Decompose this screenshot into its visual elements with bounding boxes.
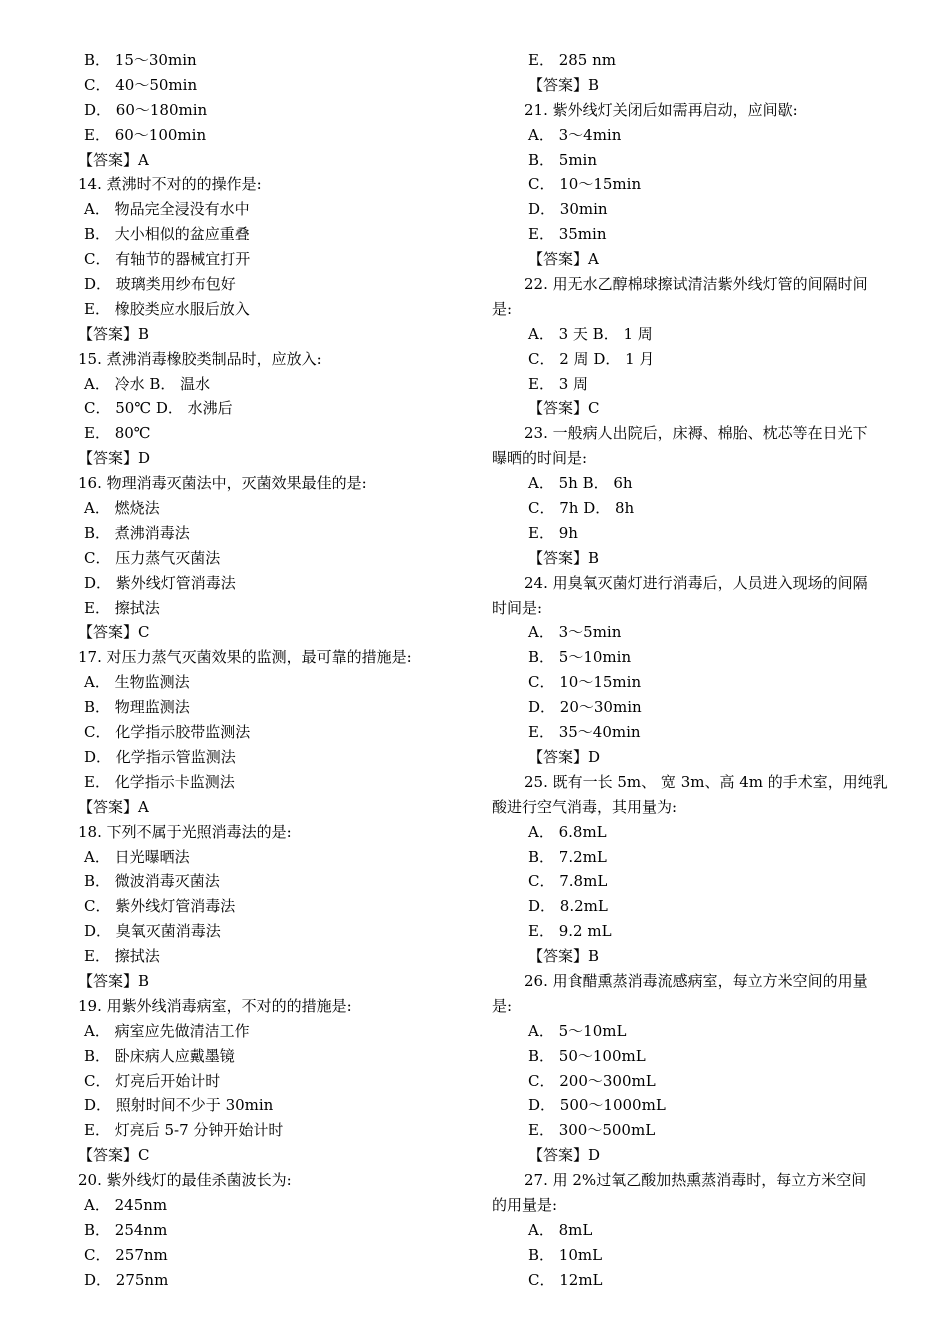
question-text: 14. 煮沸时不对的的操作是: bbox=[78, 175, 262, 194]
option-line: E． 60～100min bbox=[84, 125, 207, 144]
answer-line: 【答案】B bbox=[528, 548, 600, 567]
option-line: C． 200～300mL bbox=[528, 1071, 656, 1090]
question-text: 19. 用紫外线消毒病室，不对的的措施是: bbox=[78, 996, 352, 1015]
question-text: 26. 用食醋熏蒸消毒流感病室，每立方米空间的用量 bbox=[524, 971, 868, 990]
answer-line: 【答案】B bbox=[78, 971, 150, 990]
option-line: A． 生物监测法 bbox=[84, 673, 190, 692]
option-line: A． 6.8mL bbox=[528, 822, 607, 841]
option-line: D． 化学指示管监测法 bbox=[84, 747, 236, 766]
option-line: B． 煮沸消毒法 bbox=[84, 523, 190, 542]
option-line: A． 冷水 B． 温水 bbox=[84, 374, 211, 393]
option-line: A． 3～4min bbox=[528, 125, 622, 144]
option-line: A． 5h B． 6h bbox=[528, 474, 633, 493]
question-text: 16. 物理消毒灭菌法中，灭菌效果最佳的是: bbox=[78, 474, 367, 493]
question-text-continued: 酸进行空气消毒，其用量为: bbox=[492, 797, 678, 816]
question-text: 17. 对压力蒸气灭菌效果的监测，最可靠的措施是: bbox=[78, 648, 412, 667]
right-column bbox=[492, 48, 906, 1293]
option-line: C． 10～15min bbox=[528, 673, 642, 692]
option-line: B． 5～10min bbox=[528, 648, 632, 667]
option-line: B． 15～30min bbox=[84, 51, 197, 69]
answer-line: 【答案】A bbox=[78, 150, 149, 169]
answer-line: 【答案】C bbox=[528, 399, 600, 418]
answer-line: 【答案】C bbox=[78, 1146, 150, 1165]
answer-line: 【答案】B bbox=[528, 75, 600, 94]
option-line: C． 12mL bbox=[528, 1270, 603, 1289]
question-text: 22. 用无水乙醇棉球擦试清洁紫外线灯管的间隔时间 bbox=[524, 275, 868, 294]
answer-line: 【答案】D bbox=[528, 1146, 601, 1165]
option-line: C． 257nm bbox=[84, 1245, 168, 1264]
question-text: 21. 紫外线灯关闭后如需再启动，应间歇: bbox=[524, 100, 798, 119]
answer-line: 【答案】C bbox=[78, 623, 150, 642]
option-line: E． 化学指示卡监测法 bbox=[84, 772, 235, 791]
option-line: E． 9.2 mL bbox=[528, 922, 612, 941]
answer-line: 【答案】A bbox=[528, 250, 599, 269]
option-line: E． 80℃ bbox=[84, 424, 151, 443]
option-line: A． 物品完全浸没有水中 bbox=[84, 200, 250, 219]
option-line: E． 擦拭法 bbox=[84, 947, 160, 966]
option-line: D． 紫外线灯管消毒法 bbox=[84, 573, 236, 592]
left-column bbox=[78, 48, 480, 1293]
option-line: C． 紫外线灯管消毒法 bbox=[84, 897, 236, 916]
option-line: A． 病室应先做清洁工作 bbox=[84, 1021, 250, 1040]
question-text: 15. 煮沸消毒橡胶类制品时，应放入: bbox=[78, 349, 322, 368]
option-line: C． 7.8mL bbox=[528, 872, 608, 891]
option-line: C． 50℃ D． 水沸后 bbox=[84, 399, 233, 418]
option-line: D． 30min bbox=[528, 200, 608, 219]
option-line: D． 臭氧灭菌消毒法 bbox=[84, 922, 221, 941]
option-line: E． 35～40min bbox=[528, 723, 641, 742]
option-line: B． 7.2mL bbox=[528, 847, 607, 866]
question-text: 20. 紫外线灯的最佳杀菌波长为: bbox=[78, 1171, 292, 1190]
answer-line: 【答案】D bbox=[78, 449, 151, 468]
option-line: A． 8mL bbox=[528, 1220, 593, 1239]
option-line: C． 7h D． 8h bbox=[528, 499, 635, 518]
option-line: E． 285 nm bbox=[528, 51, 617, 69]
question-text: 25. 既有一长 5m、 宽 3m、高 4m 的手术室，用纯乳 bbox=[524, 772, 888, 791]
option-line: B． 物理监测法 bbox=[84, 698, 190, 717]
option-line: A． 燃烧法 bbox=[84, 499, 160, 518]
question-text-continued: 是: bbox=[492, 299, 513, 318]
option-line: B． 大小相似的盆应重叠 bbox=[84, 225, 250, 244]
option-line: A． 5～10mL bbox=[528, 1021, 627, 1040]
option-line: E． 9h bbox=[528, 523, 578, 542]
answer-line: 【答案】B bbox=[528, 947, 600, 966]
option-line: B． 5min bbox=[528, 150, 598, 169]
option-line: D． 玻璃类用纱布包好 bbox=[84, 275, 236, 294]
answer-line: 【答案】D bbox=[528, 747, 601, 766]
option-line: D． 500～1000mL bbox=[528, 1096, 666, 1115]
option-line: C． 化学指示胶带监测法 bbox=[84, 723, 251, 742]
question-text-continued: 的用量是: bbox=[492, 1195, 558, 1214]
option-line: D． 20～30min bbox=[528, 698, 642, 717]
question-text: 18. 下列不属于光照消毒法的是: bbox=[78, 822, 292, 841]
option-line: D． 60～180min bbox=[84, 100, 208, 119]
option-line: A． 245nm bbox=[84, 1195, 168, 1214]
option-line: E． 35min bbox=[528, 225, 607, 244]
option-line: D． 8.2mL bbox=[528, 897, 608, 916]
question-text: 23. 一般病人出院后，床褥、棉胎、枕芯等在日光下 bbox=[524, 424, 868, 443]
option-line: A． 3 天 B． 1 周 bbox=[528, 324, 653, 343]
option-line: B． 10mL bbox=[528, 1245, 603, 1264]
question-text: 27. 用 2%过氧乙酸加热熏蒸消毒时，每立方米空间 bbox=[524, 1171, 867, 1190]
option-line: D． 275nm bbox=[84, 1270, 169, 1289]
question-text-continued: 曝晒的时间是: bbox=[492, 449, 588, 468]
option-line: E． 擦拭法 bbox=[84, 598, 160, 617]
option-line: E． 灯亮后 5-7 分钟开始计时 bbox=[84, 1121, 284, 1140]
option-line: B． 254nm bbox=[84, 1220, 168, 1239]
option-line: C． 有轴节的器械宜打开 bbox=[84, 250, 251, 269]
question-text: 24. 用臭氧灭菌灯进行消毒后，人员进入现场的间隔 bbox=[524, 573, 868, 592]
option-line: C． 40～50min bbox=[84, 75, 198, 94]
option-line: B． 卧床病人应戴墨镜 bbox=[84, 1046, 235, 1065]
option-line: C． 灯亮后开始计时 bbox=[84, 1071, 221, 1090]
option-line: C． 10～15min bbox=[528, 175, 642, 194]
option-line: A． 3～5min bbox=[528, 623, 622, 642]
option-line: C． 压力蒸气灭菌法 bbox=[84, 548, 221, 567]
option-line: E． 3 周 bbox=[528, 374, 589, 393]
option-line: C． 2 周 D． 1 月 bbox=[528, 349, 655, 368]
option-line: E． 300～500mL bbox=[528, 1121, 656, 1140]
option-line: B． 微波消毒灭菌法 bbox=[84, 872, 220, 891]
option-line: B． 50～100mL bbox=[528, 1046, 646, 1065]
question-text-continued: 是: bbox=[492, 996, 513, 1015]
option-line: A． 日光曝晒法 bbox=[84, 847, 190, 866]
answer-line: 【答案】B bbox=[78, 324, 150, 343]
question-text-continued: 时间是: bbox=[492, 598, 543, 617]
answer-line: 【答案】A bbox=[78, 797, 149, 816]
option-line: E． 橡胶类应水服后放入 bbox=[84, 299, 250, 318]
option-line: D． 照射时间不少于 30min bbox=[84, 1096, 274, 1115]
